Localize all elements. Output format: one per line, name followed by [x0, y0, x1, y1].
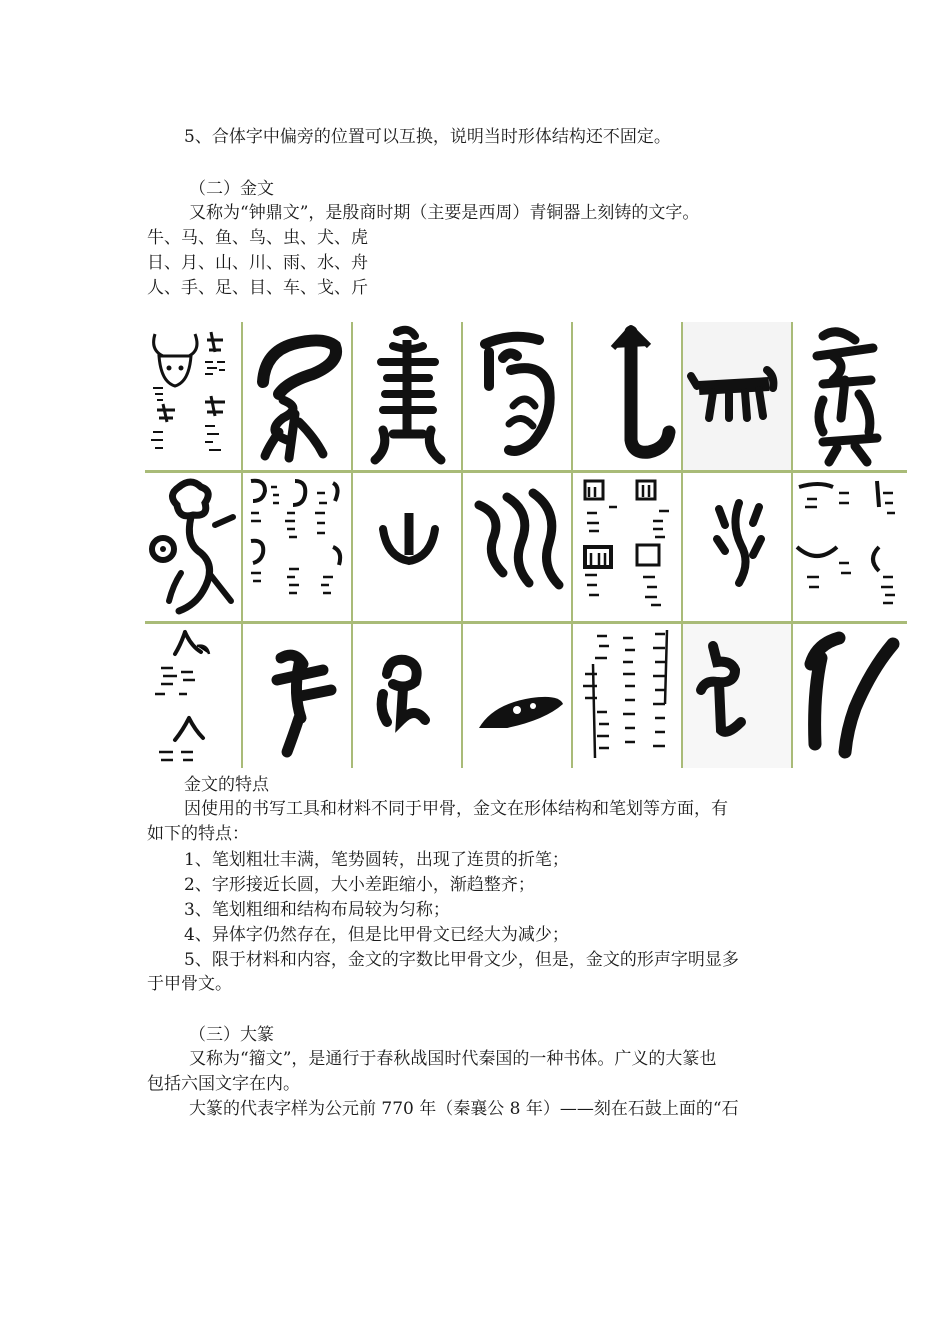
paragraph-oracle-point-5: 5、合体字中偏旁的位置可以互换，说明当时形体结构还不固定。 [184, 127, 671, 147]
moon-glyph [243, 473, 353, 621]
fish-glyph [353, 322, 463, 470]
eye-glyph [463, 624, 573, 768]
person-glyph [145, 624, 243, 768]
section-heading-great-seal: （三）大篆 [189, 1025, 274, 1045]
char-list-row-3: 人、手、足、目、车、戈、斤 [147, 278, 368, 298]
feature-item-3: 3、笔划粗细和结构布局较为匀称； [184, 900, 450, 920]
tiger-glyph [793, 322, 907, 470]
bird-glyph [463, 322, 573, 470]
dagger-axe-glyph [683, 624, 793, 768]
bronze-glyph-grid [145, 322, 907, 768]
sun-glyph [145, 473, 243, 621]
dog-glyph [683, 322, 793, 470]
horse-glyph [243, 322, 353, 470]
insect-glyph [573, 322, 683, 470]
axe-glyph [793, 624, 907, 768]
hand-glyph [243, 624, 353, 768]
rain-glyph [573, 473, 683, 621]
features-intro-line-2: 如下的特点： [147, 824, 249, 844]
feature-item-5-line-2: 于甲骨文。 [147, 974, 232, 994]
feature-item-2: 2、字形接近长圆，大小差距缩小，渐趋整齐； [184, 875, 535, 895]
ox-head-glyph [145, 322, 243, 470]
char-list-row-2: 日、月、山、川、雨、水、舟 [147, 253, 368, 273]
great-seal-intro-line-2: 包括六国文字在内。 [147, 1074, 300, 1094]
great-seal-representative: 大篆的代表字样为公元前 770 年（秦襄公 8 年）——刻在石鼓上面的“石 [189, 1099, 739, 1119]
feature-item-5-line-1: 5、限于材料和内容，金文的字数比甲骨文少，但是，金文的形声字明显多 [184, 950, 739, 970]
cart-glyph [573, 624, 683, 768]
feature-item-4: 4、异体字仍然存在，但是比甲骨文已经大为减少； [184, 925, 569, 945]
great-seal-intro-line-1: 又称为“籀文”，是通行于春秋战国时代秦国的一种书体。广义的大篆也 [189, 1049, 717, 1069]
river-glyph [463, 473, 573, 621]
features-intro-line-1: 因使用的书写工具和材料不同于甲骨，金文在形体结构和笔划等方面，有 [184, 799, 728, 819]
boat-glyph [793, 473, 907, 621]
char-list-row-1: 牛、马、鱼、鸟、虫、犬、虎 [147, 228, 368, 248]
bronze-intro: 又称为“钟鼎文”，是殷商时期（主要是西周）青铜器上刻铸的文字。 [189, 203, 700, 223]
features-heading: 金文的特点 [184, 775, 269, 795]
mountain-glyph [353, 473, 463, 621]
water-glyph [683, 473, 793, 621]
section-heading-bronze: （二）金文 [189, 179, 274, 199]
foot-glyph [353, 624, 463, 768]
feature-item-1: 1、笔划粗壮丰满，笔势圆转，出现了连贯的折笔； [184, 850, 569, 870]
